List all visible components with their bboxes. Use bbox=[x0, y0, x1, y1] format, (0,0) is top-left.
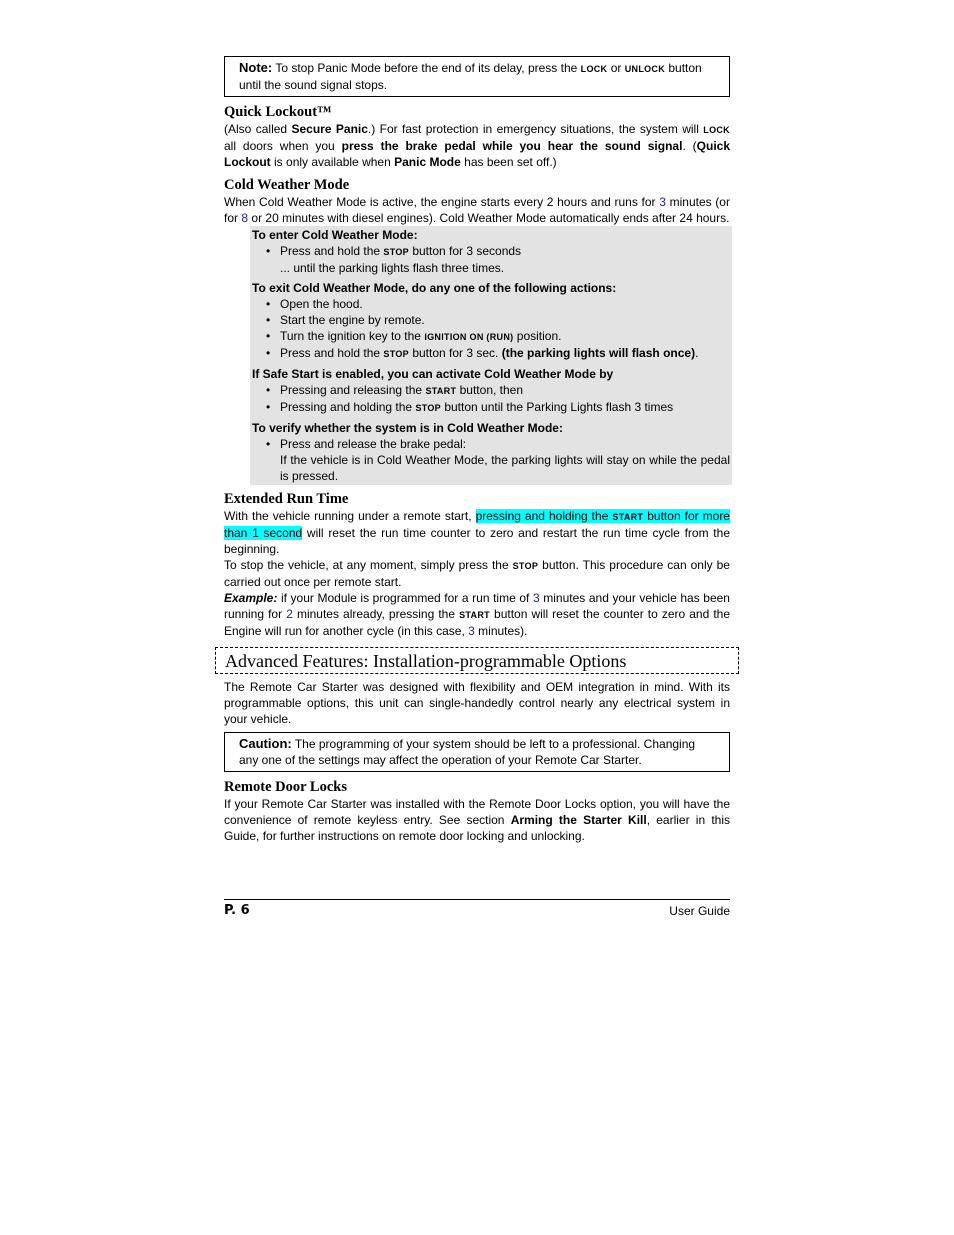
list-item: • Press and hold the STOP button for 3 seconds ... until the parking lights flash three times. bbox=[280, 243, 730, 276]
list-item: • Open the hood. bbox=[280, 296, 730, 312]
cold-weather-instructions-panel bbox=[250, 226, 732, 485]
advanced-features-heading: Advanced Features: Installation-programmable Options bbox=[215, 647, 739, 674]
list-item: • Pressing and releasing the START button, then bbox=[280, 382, 730, 399]
verify-cold-weather-heading: To verify whether the system is in Cold Weather Mode: bbox=[252, 421, 563, 435]
list-item: • Start the engine by remote. bbox=[280, 312, 730, 328]
list-item: • Press and hold the STOP button for 3 sec. (the parking lights will flash once). bbox=[280, 345, 730, 362]
caution-label: Caution: bbox=[239, 736, 292, 751]
unlock-button-name: UNLOCK bbox=[624, 64, 666, 74]
safe-start-heading: If Safe Start is enabled, you can activate Cold Weather Mode by bbox=[252, 367, 614, 381]
extended-example-paragraph: Example: if your Module is programmed for a run time of 3 minutes and your vehicle has been running for 2 minutes already, pressing the START button will reset the counter to zero and the Engine will run for another cycle (in this case, 3 minutes). bbox=[224, 591, 731, 638]
extended-run-time-paragraph: With the vehicle running under a remote start, pressing and holding the START button for more than 1 second will reset the run time counter to zero and restart the run time cycle from the beginning. bbox=[224, 509, 730, 556]
lock-button-name: LOCK bbox=[580, 64, 608, 74]
remote-door-locks-heading: Remote Door Locks bbox=[224, 779, 347, 795]
note-box bbox=[224, 56, 730, 97]
quick-lockout-heading: Quick Lockout™ bbox=[224, 104, 332, 120]
quick-lockout-paragraph: (Also called Secure Panic.) For fast protection in emergency situations, the system will LOCK all doors when you press the brake pedal while you hear the sound signal. (Quick Lockout is only available when Panic Mode has been set off.) bbox=[224, 122, 731, 169]
remote-door-locks-paragraph: If your Remote Car Starter was installed with the Remote Door Locks option, you will have the convenience of remote keyless entry. See section Arming the Starter Kill, earlier in this Guide, for further instructions on remote door locking and unlocking. bbox=[224, 797, 731, 843]
note-text: or bbox=[610, 61, 622, 75]
list-item: • Pressing and holding the STOP button until the Parking Lights flash 3 times bbox=[280, 399, 730, 416]
list-item: • Turn the ignition key to the IGNITION ON (RUN) position. bbox=[280, 328, 730, 345]
extended-run-time-heading: Extended Run Time bbox=[224, 491, 349, 507]
cold-weather-heading: Cold Weather Mode bbox=[224, 177, 350, 193]
page-number: P. 6 bbox=[224, 903, 250, 918]
footer-title: User Guide bbox=[669, 904, 730, 918]
cold-weather-paragraph: When Cold Weather Mode is active, the engine starts every 2 hours and runs for 3 minutes (or for 8 or 20 minutes with diesel engines). Cold Weather Mode automatically ends after 24 hours. bbox=[224, 195, 730, 225]
note-text: To stop Panic Mode before the end of its delay, press the bbox=[275, 61, 578, 75]
document-page bbox=[224, 0, 730, 844]
page-footer bbox=[224, 899, 730, 918]
caution-box bbox=[224, 732, 730, 772]
enter-cold-weather-heading: To enter Cold Weather Mode: bbox=[252, 228, 418, 242]
list-item: • Press and release the brake pedal: If the vehicle is in Cold Weather Mode, the parking lights will stay on while the pedal is pressed. bbox=[280, 436, 730, 484]
advanced-intro-paragraph: The Remote Car Starter was designed with flexibility and OEM integration in mind. With its programmable options, this unit can single-handedly control nearly any electrical system in your vehicle. bbox=[224, 680, 730, 726]
caution-text: The programming of your system should be left to a professional. Changing any one of the settings may affect the operation of your Remote Car Starter. bbox=[239, 737, 696, 767]
exit-cold-weather-heading: To exit Cold Weather Mode, do any one of the following actions: bbox=[252, 281, 617, 295]
note-label: Note: bbox=[239, 60, 273, 75]
note-text: button until the sound signal stops. bbox=[239, 61, 702, 92]
extended-stop-paragraph: To stop the vehicle, at any moment, simply press the STOP button. This procedure can only be carried out once per remote start. bbox=[224, 558, 730, 589]
